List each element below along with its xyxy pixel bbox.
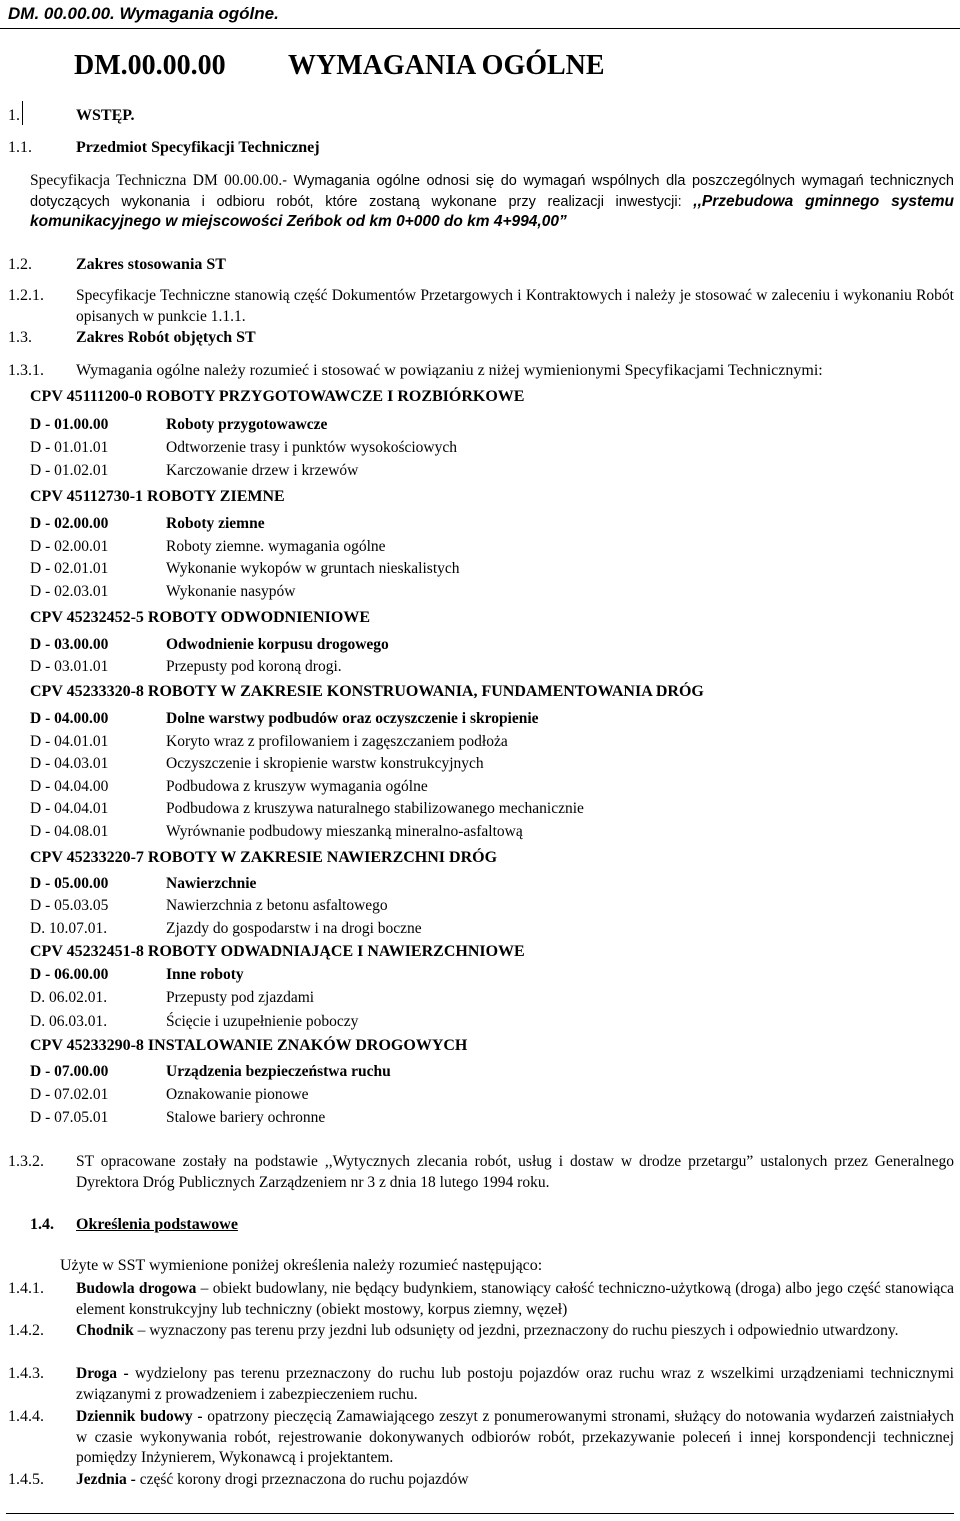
spec-code: D - 03.00.00: [30, 636, 109, 653]
spec-desc: Odtworzenie trasy i punktów wysokościowych: [166, 439, 458, 456]
document-title: WYMAGANIA OGÓLNE: [288, 50, 605, 81]
definition-number: 1.4.4.: [8, 1408, 44, 1425]
cpv-group-title: CPV 45111200-0 ROBOTY PRZYGOTOWAWCZE I ROZBIÓRKOWE: [30, 388, 525, 405]
spec-code: D - 01.00.00: [30, 416, 109, 433]
spec-code: D - 02.00.00: [30, 515, 109, 532]
spec-desc: Ścięcie i uzupełnienie poboczy: [166, 1013, 359, 1030]
spec-desc: Inne roboty: [166, 966, 244, 983]
spec-code: D - 05.00.00: [30, 875, 109, 892]
spec-code: D - 02.03.01: [30, 583, 109, 600]
margin-bar: [22, 101, 23, 125]
spec-code: D. 06.02.01.: [30, 989, 108, 1006]
section-1-1-number: 1.1.: [8, 139, 32, 156]
definition-item: [76, 1470, 954, 1491]
definition-text: opatrzony pieczęcią Zamawiającego zeszyt z ponumerowanymi stronami, służący do notowania wydarzeń zaistniałych w czasie wykonywania robót, rejestrowanie dokonywanych odbiorów robót, przekazywanie poleceń i innej korspondencji technicznej pomiędzy Inżynierem, Wykonawcą i projektantem.: [76, 1408, 954, 1466]
spec-code: D - 06.00.00: [30, 966, 109, 983]
spec-code: D. 10.07.01.: [30, 920, 108, 937]
spec-desc: Podbudowa z kruszyw wymagania ogólne: [166, 778, 428, 795]
section-1-2-number: 1.2.: [8, 256, 32, 273]
spec-desc: Nawierzchnia z betonu asfaltowego: [166, 897, 388, 914]
intro-lead: Specyfikacja Techniczna DM 00.00.00.: [30, 172, 283, 189]
p132-number: 1.3.2.: [8, 1153, 44, 1170]
definition-term: Droga -: [76, 1365, 129, 1382]
spec-code: D - 04.04.01: [30, 800, 109, 817]
spec-desc: Urządzenia bezpieczeństwa ruchu: [166, 1063, 391, 1080]
spec-desc: Oznakowanie pionowe: [166, 1086, 309, 1103]
definition-term: Budowla drogowa: [76, 1280, 197, 1297]
spec-desc: Wykonanie nasypów: [166, 583, 296, 600]
p121-number: 1.2.1.: [8, 287, 44, 304]
spec-code: D - 02.01.01: [30, 560, 109, 577]
section-1-4-title: Określenia podstawowe: [76, 1216, 238, 1233]
spec-desc: Roboty ziemne: [166, 515, 265, 532]
section-1-3-number: 1.3.: [8, 329, 32, 346]
definition-term: Jezdnia -: [76, 1471, 136, 1488]
definition-text: część korony drogi przeznaczona do ruchu pojazdów: [135, 1471, 469, 1488]
spec-desc: Oczyszczenie i skropienie warstw konstrukcyjnych: [166, 755, 484, 772]
spec-desc: Stalowe bariery ochronne: [166, 1109, 326, 1126]
cpv-group-title: CPV 45232451-8 ROBOTY ODWADNIAJĄCE I NAWIERZCHNIOWE: [30, 943, 525, 960]
cpv-group-title: CPV 45112730-1 ROBOTY ZIEMNE: [30, 488, 285, 505]
spec-code: D - 04.08.01: [30, 823, 109, 840]
definition-item: [76, 1364, 954, 1405]
definition-number: 1.4.2.: [8, 1322, 44, 1339]
p131-text: Wymagania ogólne należy rozumieć i stosować w powiązaniu z niżej wymienionymi Specyfikacjami Technicznymi:: [76, 362, 823, 379]
document-code: DM.00.00.00: [74, 50, 226, 81]
definition-number: 1.4.5.: [8, 1471, 44, 1488]
spec-code: D - 04.03.01: [30, 755, 109, 772]
spec-code: D - 03.01.01: [30, 658, 109, 675]
spec-code: D - 07.02.01: [30, 1086, 109, 1103]
definition-number: 1.4.3.: [8, 1365, 44, 1382]
spec-desc: Wyrównanie podbudowy mieszanką mineralno-asfaltową: [166, 823, 523, 840]
running-header: DM. 00.00.00. Wymagania ogólne.: [8, 4, 279, 23]
header-rule: [0, 28, 960, 29]
spec-code: D - 02.00.01: [30, 538, 109, 555]
spec-code: D - 01.02.01: [30, 462, 109, 479]
definition-item: [76, 1279, 954, 1320]
spec-desc: Roboty przygotowawcze: [166, 416, 328, 433]
footer-rule: [6, 1513, 954, 1514]
spec-desc: Przepusty pod zjazdami: [166, 989, 315, 1006]
spec-code: D - 07.05.01: [30, 1109, 109, 1126]
spec-code: D - 04.04.00: [30, 778, 109, 795]
section-1-title: WSTĘP.: [76, 107, 135, 124]
spec-code: D - 04.00.00: [30, 710, 109, 727]
spec-desc: Wykonanie wykopów w gruntach nieskalistych: [166, 560, 460, 577]
section-1-number: 1.: [8, 107, 20, 124]
cpv-group-title: CPV 45233290-8 INSTALOWANIE ZNAKÓW DROGOWYCH: [30, 1037, 468, 1054]
spec-desc: Nawierzchnie: [166, 875, 257, 892]
section-1-3-title: Zakres Robót objętych ST: [76, 329, 256, 346]
section-1-2-title: Zakres stosowania ST: [76, 256, 226, 273]
definition-item: [76, 1407, 954, 1469]
project-name: ,,Przebudowa gminnego systemu komunikacyjnego w miejscowości Zeńbok od km 0+000 do km 4+994,00”: [30, 192, 954, 230]
spec-code: D - 05.03.05: [30, 897, 109, 914]
spec-desc: Podbudowa z kruszywa naturalnego stabilizowanego mechanicznie: [166, 800, 584, 817]
intro-paragraph: [30, 171, 954, 233]
p131-number: 1.3.1.: [8, 362, 44, 379]
spec-desc: Karczowanie drzew i krzewów: [166, 462, 359, 479]
definition-number: 1.4.1.: [8, 1280, 44, 1297]
section-1-4-number: 1.4.: [30, 1216, 54, 1233]
spec-code: D - 04.01.01: [30, 733, 109, 750]
definition-text: – obiekt budowlany, nie będący budynkiem, stanowiący całość techniczno-użytkową (droga) albo jego część stanowiąca element konstrukcyjny lub techniczny (obiekt mostowy, korpus ziemny, węzeł): [76, 1280, 954, 1318]
spec-desc: Odwodnienie korpusu drogowego: [166, 636, 389, 653]
spec-desc: Przepusty pod koroną drogi.: [166, 658, 342, 675]
definition-term: Dziennik budowy -: [76, 1408, 203, 1425]
spec-code: D - 01.01.01: [30, 439, 109, 456]
spec-code: D. 06.03.01.: [30, 1013, 108, 1030]
p121-text: Specyfikacje Techniczne stanowią część Dokumentów Przetargowych i Kontraktowych i należy je stosować w zaleceniu i wykonaniu Robót opisanych w punkcie 1.1.1.: [76, 287, 954, 325]
cpv-group-title: CPV 45233220-7 ROBOTY W ZAKRESIE NAWIERZCHNI DRÓG: [30, 849, 498, 866]
definition-text: – wyznaczony pas terenu przy jezdni lub odsunięty od jezdni, przeznaczony do ruchu pieszych i odpowiednio utwardzony.: [133, 1322, 899, 1339]
section-1-1-title: Przedmiot Specyfikacji Technicznej: [76, 139, 320, 156]
p132-text: ST opracowane zostały na podstawie ,,Wytycznych zlecania robót, usług i dostaw w drodze przetargu” ustalonych przez Generalnego Dyrektora Dróg Publicznych Zarządzeniem nr 3 z dnia 18 lutego 1994 roku.: [76, 1153, 954, 1191]
spec-desc: Koryto wraz z profilowaniem i zagęszczaniem podłoża: [166, 733, 508, 750]
spec-desc: Roboty ziemne. wymagania ogólne: [166, 538, 386, 555]
definitions-intro: Użyte w SST wymienione poniżej określenia należy rozumieć następująco:: [60, 1257, 543, 1274]
definition-text: wydzielony pas terenu przeznaczony do ruchu lub postoju pojazdów oraz ruchu wraz z wszelkimi urządzeniami technicznymi związanymi z prowadzeniem i zabezpieczeniem ruchu.: [76, 1365, 954, 1403]
definition-item: [76, 1321, 954, 1342]
definition-term: Chodnik: [76, 1322, 134, 1339]
spec-code: D - 07.00.00: [30, 1063, 109, 1080]
cpv-group-title: CPV 45233320-8 ROBOTY W ZAKRESIE KONSTRUOWANIA, FUNDAMENTOWANIA DRÓG: [30, 683, 704, 700]
spec-desc: Dolne warstwy podbudów oraz oczyszczenie i skropienie: [166, 710, 539, 727]
spec-desc: Zjazdy do gospodarstw i na drogi boczne: [166, 920, 422, 937]
intro-text: - Wymagania ogólne odnosi się do wymagań wspólnych dla poszczególnych wymagań technicznych dotyczących wykonania i odbioru robót, które zostaną wykonane przy realizacji inwestycji:: [30, 173, 954, 210]
cpv-group-title: CPV 45232452-5 ROBOTY ODWODNIENIOWE: [30, 609, 371, 626]
